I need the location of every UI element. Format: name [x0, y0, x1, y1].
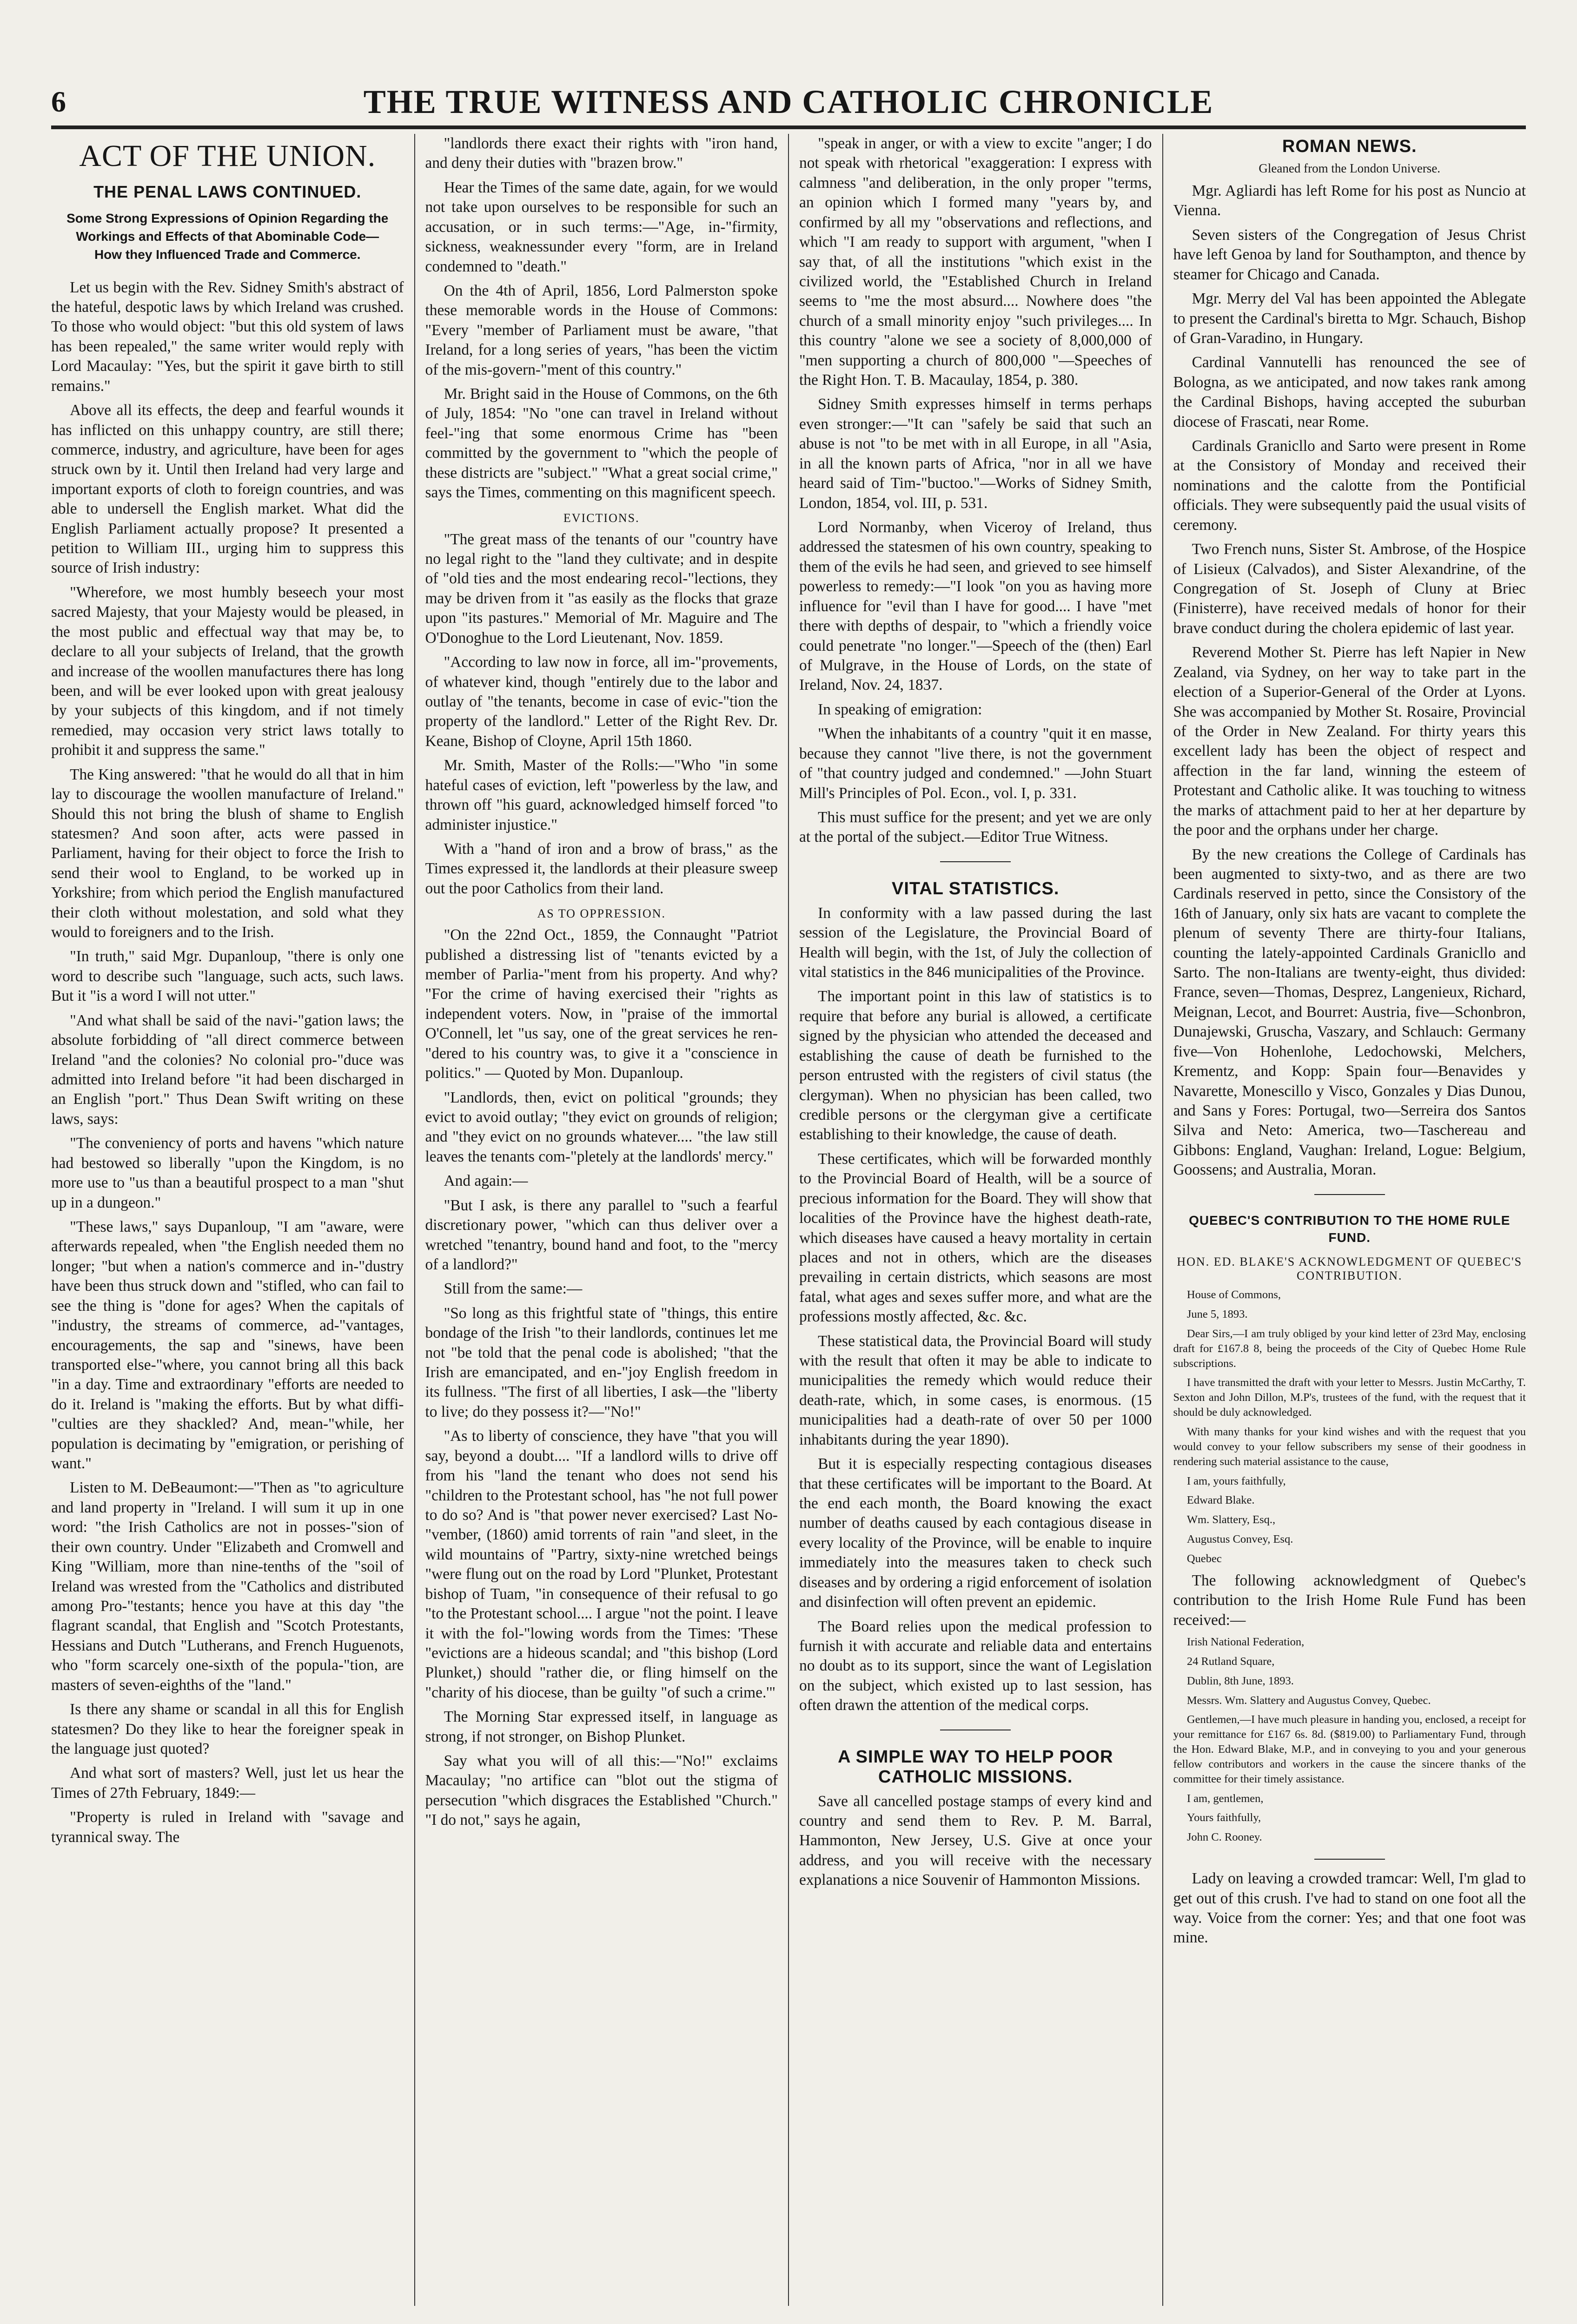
letter-rooney	[1173, 1635, 1526, 1845]
divider	[940, 861, 1011, 862]
newspaper-title: THE TRUE WITNESS AND CATHOLIC CHRONICLE	[363, 83, 1214, 120]
paragraph: Still from the same:—	[444, 1280, 583, 1298]
paragraph: June 5, 1893.	[1186, 1308, 1248, 1321]
divider	[1314, 1194, 1385, 1195]
paragraph: Seven sisters of the Congregation of Jesus Christ have left Genoa by land for Southampton, and thence by steamer for Chicago and Canada.	[1173, 226, 1526, 283]
paragraph: I have transmitted the draft with your letter to Messrs. Justin McCarthy, T. Sexton and John Dillon, M.P's, trustees of the fund, with the request that it should be duly acknowledged.	[1173, 1376, 1526, 1419]
paragraph: The Morning Star expressed itself, in language as strong, if not stronger, on Bishop Plunket.	[425, 1708, 778, 1745]
article-title: ACT OF THE UNION.	[79, 139, 376, 173]
section-heading-catholic-missions: A SIMPLE WAY TO HELP POOR CATHOLIC MISSIONS.	[838, 1747, 1113, 1787]
paragraph: "speak in anger, or with a view to excite "anger; I do not speak with rhetorical "exaggeration: I express with calmness "and deliberation, in the only proper "terms, an opinion which I formed many "years by, and confirmed by all my "observations and reflections, and which "I am ready to support with argument, "when I say that, of all the institutions "which exist in the civilized world, the "Established Church in Ireland seems to "me the most absurd.... Nowhere does "the church of a small minority enjoy "such privileges.... In this country "alone we see a society of 8,000,000 of "men supporting a church of 800,000 "—Speeches of the Right Hon. T. B. Macaulay, 1854, p. 380.	[799, 135, 1152, 389]
paragraph: This must suffice for the present; and yet we are only at the portal of the subject.—Editor True Witness.	[799, 808, 1152, 846]
paragraph: I am, yours faithfully,	[1186, 1474, 1286, 1487]
paragraph: Let us begin with the Rev. Sidney Smith's abstract of the hateful, despotic laws by which Ireland was crushed. To those who would object: "but this old system of laws has been repealed," the same writer would reply with Lord Macaulay: "Yes, but the spirit it gave birth to still remains."	[51, 278, 404, 395]
paragraph: By the new creations the College of Cardinals has been augmented to sixty-two, and as there are two Cardinals reserved in petto, since the Consistory of the 16th of January, only six hats are vacant to complete the plenum of seventy There are thirty-four Italians, counting the lately-appointed Cardinals Granicllo and Sarto. The non-Italians are twenty-eight, thus divided: France, seven—Thomas, Desprez, Langenieux, Richard, Meignan, Lecot, and Bourret: Austria, five—Schonbron, Dunajewski, Gruscha, Vaszary, and Schlauch: Germany five—Von Hohenlohe, Ledochowski, Melchers, Krementz, and Kopp: Spain four—Benavides y Navarette, Monescillo y Visco, Gonzales y Dias Dunou, and Sans y Fores: Portugal, two—Serreira dos Santos Silva and Neto: America, two—Taschereau and Gibbons: England, Vaughan: Ireland, Logue: Belgium, Goossens; and Australia, Moran.	[1173, 845, 1526, 1179]
paragraph: Hear the Times of the same date, again, for we would not take upon ourselves to be responsible for such an accusation, or in such terms:—"Age, in-"firmity, sickness, weaknessunder every "form, are in Ireland condemned to "death."	[425, 178, 778, 275]
paragraph: Quebec	[1186, 1552, 1222, 1565]
paragraph: The important point in this law of statistics is to require that before any burial is allowed, a certificate signed by the physician who attended the deceased and establishing the cause of death be furnished to the person entrusted with the registers of civil status (the clergyman). When no physician has been called, two credible persons or the clergyman give a certificate establishing to their knowledge, the cause of death.	[799, 988, 1152, 1143]
paragraph: With many thanks for your kind wishes and with the request that you would convey to your fellow subscribers my sense of their goodness in rendering such material assistance to the cause,	[1173, 1426, 1526, 1468]
paragraph: "So long as this frightful state of "things, this entire bondage of the Irish "to their landlords, continues let me not "be told that the penal code is abolished; "that the Irish are emancipated, and en-"joy English freedom in its fullness. "The first of all liberties, I ask—the "liberty to live; do they possess it?—"No!"	[425, 1304, 778, 1420]
paragraph: Reverend Mother St. Pierre has left Napier in New Zealand, via Sydney, on her way to take part in the election of a Superior-General of the Order at Lyons. She was accompanied by Mother St. Rosaire, Provincial of the Order in New Zealand. For thirty years this excellent lady has been the object of respect and affection in the far land, winning the esteem of Protestant and Catholic alike. It was touching to witness the marks of attachment paid to her at her departure by the poor and the orphans under her charge.	[1173, 644, 1526, 839]
paragraph: "As to liberty of conscience, they have "that you will say, beyond a doubt.... "If a landlord wills to drive off from his "land the tenant who does not send his "children to the Protestant school, has "he not full power to do so? And is "that power never exercised? Last No-"vember, (1860) amid torrents of rain "and sleet, in the wild mountains of "Partry, sixty-nine wretched beings "were flung out on the road by Lord "Plunket, Protestant bishop of Tuam, "in consequence of their refusal to go "to the Protestant school.... I argue "not the point. I leave it with the fol-"lowing words from the Times: 'These "evictions are a hideous scandal; and "this bishop (Lord Plunket,) should "rather die, or fling himself on the "charity of his diocese, than be guilty "of such a crime.'"	[425, 1427, 778, 1701]
paragraph: "Wherefore, we most humbly beseech your most sacred Majesty, that your Majesty would be pleased, in the most public and effectual way that may be, to declare to all your subjects of Ireland, that the growth and increase of the woollen manufactures there has long been, and will be ever looked upon with great jealousy by your subjects of this kingdom, and if not timely remedied, may occasion very strict laws totally to prohibit it and suppress the same."	[51, 583, 404, 759]
paragraphs	[425, 925, 778, 1830]
paragraph: "When the inhabitants of a country "quit it en masse, because they cannot "live there, is not the government of "that country judged and condemned." —John Stuart Mill's Principles of Pol. Econ., vol. I, p. 331.	[799, 725, 1152, 802]
column-2	[414, 134, 788, 2306]
paragraph: House of Commons,	[1186, 1288, 1281, 1301]
paragraph: John C. Rooney.	[1186, 1831, 1262, 1844]
paragraph: "landlords there exact their rights with "iron hand, and deny their duties with "brazen brow."	[425, 135, 778, 172]
paragraph: Wm. Slattery, Esq.,	[1186, 1513, 1276, 1526]
paragraph: "Property is ruled in Ireland with "savage and tyrannical sway. The	[51, 1809, 404, 1846]
paragraph: Listen to M. DeBeaumont:—"Then as "to agriculture and land property in "Ireland. I will sum it up in one word: "the Irish Catholics are not in posses-"sion of their own country. Under "Elizabeth and Cromwell and King "William, more than nine-tenths of the "soil of Ireland was wrested from the "Catholics and distributed among Pro-"testants; hence you have at this day "the flagrant scandal, that English and "Scotch Protestants, Hessians and Dutch "Lutherans, and French Huguenots, who "form scarcely one-sixth of the popula-"tion, are masters of seven-eighths of the "land."	[51, 1479, 404, 1694]
paragraph: Lord Normanby, when Viceroy of Ireland, thus addressed the statesmen of his own country, speaking to them of the evils he had seen, and grieved to see himself powerless to remedy:—"I look "on you as having more influence for "evil than I have for good.... I have "met there with depths of despair, to "which a friendly voice could penetrate "no longer."—Speech of the (then) Earl of Mulgrave, in the House of Lords, on the state of Ireland, Nov. 24, 1837.	[799, 519, 1152, 694]
section-heading-oppression: AS TO OPPRESSION.	[537, 907, 666, 921]
paragraph: And what sort of masters? Well, just let us hear the Times of 27th February, 1849:—	[51, 1764, 404, 1802]
divider	[1314, 1859, 1385, 1860]
paragraph: With a "hand of iron and a brow of brass," as the Times expressed it, the landlords at their pleasure sweep out the poor Catholics from their land.	[425, 840, 778, 897]
paragraph: The following acknowledgment of Quebec's contribution to the Irish Home Rule Fund has been received:—	[1173, 1571, 1526, 1629]
paragraph: Edward Blake.	[1186, 1494, 1255, 1507]
paragraph: "According to law now in force, all im-"provements, of whatever kind, though "entirely due to the labor and outlay of "the tenants, become in case of evic-"tion the property of the landlord." Letter of the Right Rev. Dr. Keane, Bishop of Cloyne, April 15th 1860.	[425, 654, 778, 750]
paragraph: Mr. Bright said in the House of Commons, on the 6th of July, 1854: "No "one can travel in Ireland without feel-"ing that some enormous Crime has "been committed by the government to "which the people of these districts are "subject." "What a great social crime," says the Times, commenting on this magnificent speech.	[425, 385, 778, 502]
paragraphs	[425, 134, 778, 503]
paragraph: But it is especially respecting contagious diseases that these certificates will be important to the Board. At the end each month, the Board knowing the exact number of deaths caused by each contagious disease in every locality of the Province, will be enable to inquire immediately into the measures taken to check such diseases and by ordering a rigid enforcement of isolation and disinfection will often prevent an epidemic.	[799, 1455, 1152, 1611]
paragraph: "The great mass of the tenants of our "country have no legal right to the "land they cultivate; and in despite of "old ties and the most endearing recol-"lections, they may be driven from it "as easily as the flocks that graze upon "its pastures." Memorial of Mr. Maguire and The O'Donoghue to the Lord Lieutenant, Nov. 1859.	[425, 530, 778, 647]
section-heading-evictions: EVICTIONS.	[563, 511, 640, 525]
paragraph: Above all its effects, the deep and fearful wounds it has inflicted on this unhappy country, are still there; commerce, industry, and agriculture, have been for ages struck own by it. Until then Ireland had very large and important exports of cloth to foreign countries, and was able to undersell the English market. What did the English Parliament actually propose? It presented a petition to William III., urging him to suppress this source of Irish industry:	[51, 402, 404, 577]
paragraph: Mgr. Merry del Val has been appointed the Ablegate to present the Cardinal's biretta to Mgr. Schauch, Bishop of Gran-Varadino, in Hungary.	[1173, 290, 1526, 347]
paragraph: In speaking of emigration:	[818, 700, 982, 718]
paragraph: The King answered: "that he would do all that in him lay to discourage the woollen manufacture of Ireland." Should this not bring the blush of shame to English statesmen? And soon after, acts were passed in Parliament, having for their object to force the Irish to send their wool to England, to be worked up in Yorkshire; from which period the English manufactured their cloth without molestation, and sold what they would to foreigners and to the Irish.	[51, 766, 404, 941]
paragraph: "Landlords, then, evict on political "grounds; they evict to avoid outlay; "they evict on grounds of religion; and "they evict on no grounds whatever.... "the law still leaves the tenants com-"pletely at the landlords' mercy."	[425, 1089, 778, 1165]
paragraph: Say what you will of all this:—"No!" exclaims Macaulay; "no artifice can "blot out the stigma of persecution "which disgraces the Established "Church." "I do not," says he again,	[425, 1752, 778, 1829]
column-3	[788, 134, 1162, 2306]
paragraphs	[1173, 1571, 1526, 1630]
paragraph: "In truth," said Mgr. Dupanloup, "there is only one word to describe such "language, such acts, such laws. But it "is a word I will not utter."	[51, 948, 404, 1005]
masthead	[51, 83, 1526, 129]
paragraph: "But I ask, is there any parallel to "such a fearful discretionary power, "which can thus deliver over a wretched "tenantry, bound hand and foot, to the "mercy of a landlord?"	[425, 1196, 778, 1273]
paragraphs	[799, 1792, 1152, 1890]
paragraph: These statistical data, the Provincial Board will study with the result that often it may be able to indicate to municipalities the remedy which would reduce their death-rate, which, in some cases, is enormous. (15 municipalities had a death-rate of over 50 per 1000 inhabitants during the year 1890).	[799, 1332, 1152, 1448]
paragraphs	[1173, 181, 1526, 1180]
paragraphs	[799, 904, 1152, 1716]
paragraphs	[51, 278, 404, 1847]
paragraph: Save all cancelled postage stamps of every kind and country and send them to Rev. P. M. Barral, Hammonton, New Jersey, U.S. Give at once your address, and you will receive with the necessary explanations a nice Souvenir of Hammonton Missions.	[799, 1792, 1152, 1889]
article-subtitle: THE PENAL LAWS CONTINUED.	[93, 182, 362, 201]
paragraph: Sidney Smith expresses himself in terms perhaps even stronger:—"It can "safely be said that such an abuse is not "to be met with in all Europe, in all "Asia, in all the known parts of Africa, "nor in all we have heard said of Tim-"buctoo."—Works of Sidney Smith, London, 1854, vol. III, p. 531.	[799, 396, 1152, 512]
paragraph: These certificates, which will be forwarded monthly to the Provincial Board of Health, will be a source of precious information for the Board. They will show that localities of the Province have the highest death-rate, which diseases have caused a heavy mortality in certain places and not in others, which are the diseases prevailing in certain districts, which seasons are most fatal, what ages and sexes suffer more, and what are the professions mostly affected, &c. &c.	[799, 1150, 1152, 1326]
paragraph: Dublin, 8th June, 1893.	[1186, 1674, 1294, 1687]
page-number: 6	[51, 85, 66, 118]
column-1	[51, 134, 414, 2306]
paragraph: I am, gentlemen,	[1186, 1792, 1264, 1805]
paragraph: Irish National Federation,	[1186, 1636, 1305, 1649]
paragraphs	[799, 134, 1152, 847]
paragraph: "And what shall be said of the navi-"gation laws; the absolute forbidding of "all direct commerce between Ireland "and the colonies? No colonial pro-"duce was admitted into Ireland before "it had been discharged in an English "port." Thus Dean Swift writing on these laws, says:	[51, 1011, 404, 1128]
paragraph: Cardinal Vannutelli has renounced the see of Bologna, as we anticipated, and now takes rank among the Cardinal Bishops, having accepted the suburban diocese of Frascati, near Rome.	[1173, 354, 1526, 430]
letter-blake	[1173, 1287, 1526, 1566]
section-heading-vital-statistics: VITAL STATISTICS.	[892, 878, 1060, 898]
paragraph: Augustus Convey, Esq.	[1186, 1533, 1293, 1546]
paragraph: Lady on leaving a crowded tramcar: Well, I'm glad to get out of this crush. I've had to stand on one foot all the way. Voice from the corner: Yes; and that one foot was mine.	[1173, 1870, 1526, 1947]
paragraphs	[425, 530, 778, 899]
paragraph: Gentlemen,—I have much pleasure in handing you, enclosed, a receipt for your remittance for £167 6s. 8d. ($819.00) to Parliamentary Fund, through the Hon. Edward Blake, M.P., and in conveying to you and your generous fellow contributors and workers in the cause the sincere thanks of the committee for their timely assistance.	[1173, 1713, 1526, 1785]
paragraph: Two French nuns, Sister St. Ambrose, of the Hospice of Lisieux (Calvados), and Sister Alexandrine, of the Congregation of St. Joseph of Cluny at Briec (Finisterre), have received medals of honor for their brave conduct during the cholera epidemic of last year.	[1173, 541, 1526, 637]
paragraph: Mr. Smith, Master of the Rolls:—"Who "in some hateful cases of eviction, left "powerless by the law, and thrown off "his guard, acknowledged himself forced "to administer injustice."	[425, 757, 778, 833]
paragraph: Messrs. Wm. Slattery and Augustus Convey, Quebec.	[1186, 1694, 1431, 1707]
section-heading-roman-news: ROMAN NEWS.	[1282, 137, 1417, 156]
paragraph: In conformity with a law passed during the last session of the Legislature, the Provincial Board of Health will begin, with the 1st, of July the collection of vital statistics in the 846 municipalities of the Province.	[799, 904, 1152, 981]
paragraph: And again:—	[444, 1172, 528, 1190]
paragraph: Cardinals Granicllo and Sarto were present in Rome at the Consistory of Monday and received their nominations and the calotte from the Pontificial officials. They were subsequently paid the usual visits of ceremony.	[1173, 437, 1526, 534]
paragraph: Mgr. Agliardi has left Rome for his post as Nuncio at Vienna.	[1173, 182, 1526, 219]
section-heading-blake: HON. ED. BLAKE'S ACKNOWLEDGMENT OF QUEBEC'S CONTRIBUTION.	[1177, 1255, 1523, 1283]
paragraph: "These laws," says Dupanloup, "I am "aware, were afterwards repealed, when "the English needed them no longer; "but when a nation's commerce and in-"dustry have been thus struck down and "stifled, who can fail to see the thing is "done for ages? When the capitals of "industry, the streams of commerce, ad-"vantages, encouragements, the sap and "sinews, have been transported else-"where, you cannot bring all this back "in a day. Time and extraordinary "efforts are needed to do it. Ireland is "making the efforts. But by what diffi-"culties are they shackled? And, mean-"while, her population is decimating by "emigration, or perishing of want."	[51, 1218, 404, 1472]
paragraph: "The conveniency of ports and havens "which nature had bestowed so liberally "upon the Kingdom, is no more use to "us than a beautiful prospect to a man "shut up in a dungeon."	[51, 1135, 404, 1211]
source-line: Gleaned from the London Universe.	[1259, 161, 1441, 175]
paragraph: The Board relies upon the medical profession to furnish it with accurate and reliable data and entertains no doubt as to its support, since the want of Legislation on the subject, which existed up to last session, has often drawn the attention of the medical corps.	[799, 1618, 1152, 1714]
column-4	[1162, 134, 1526, 2306]
paragraph: "On the 22nd Oct., 1859, the Connaught "Patriot published a distressing list of "tenants evicted by a member of Parlia-"ment from his property. And why? "For the crime of having exercised their "rights as independent voters. Now, in "praise of the immortal O'Connell, let "us say, one of the great services he ren-"dered to his country was, to give it a "conscience in politics." — Quoted by Mon. Dupanloup.	[425, 926, 778, 1082]
article-columns	[51, 134, 1526, 2306]
paragraph: 24 Rutland Square,	[1186, 1655, 1275, 1668]
paragraph: Is there any shame or scandal in all this for English statesmen? Do they like to hear the foreigner speak in the language just quoted?	[51, 1701, 404, 1757]
section-heading-quebec: QUEBEC'S CONTRIBUTION TO THE HOME RULE FUND.	[1189, 1213, 1511, 1245]
paragraph: Dear Sirs,—I am truly obliged by your kind letter of 23rd May, enclosing draft for £167.8 8, being the proceeds of the City of Quebec Home Rule subscriptions.	[1173, 1327, 1526, 1370]
paragraph: On the 4th of April, 1856, Lord Palmerston spoke these memorable words in the House of Commons: "Every "member of Parliament must be aware, "that Ireland, for a long series of years, "has been the victim of the mis-govern-"ment of this country."	[425, 282, 778, 378]
article-deck: Some Strong Expressions of Opinion Regarding the Workings and Effects of that Abominable Code—How they Influenced Trade and Commerce.	[66, 211, 389, 262]
paragraph: Yours faithfully,	[1186, 1811, 1261, 1824]
paragraphs	[1173, 1869, 1526, 1948]
